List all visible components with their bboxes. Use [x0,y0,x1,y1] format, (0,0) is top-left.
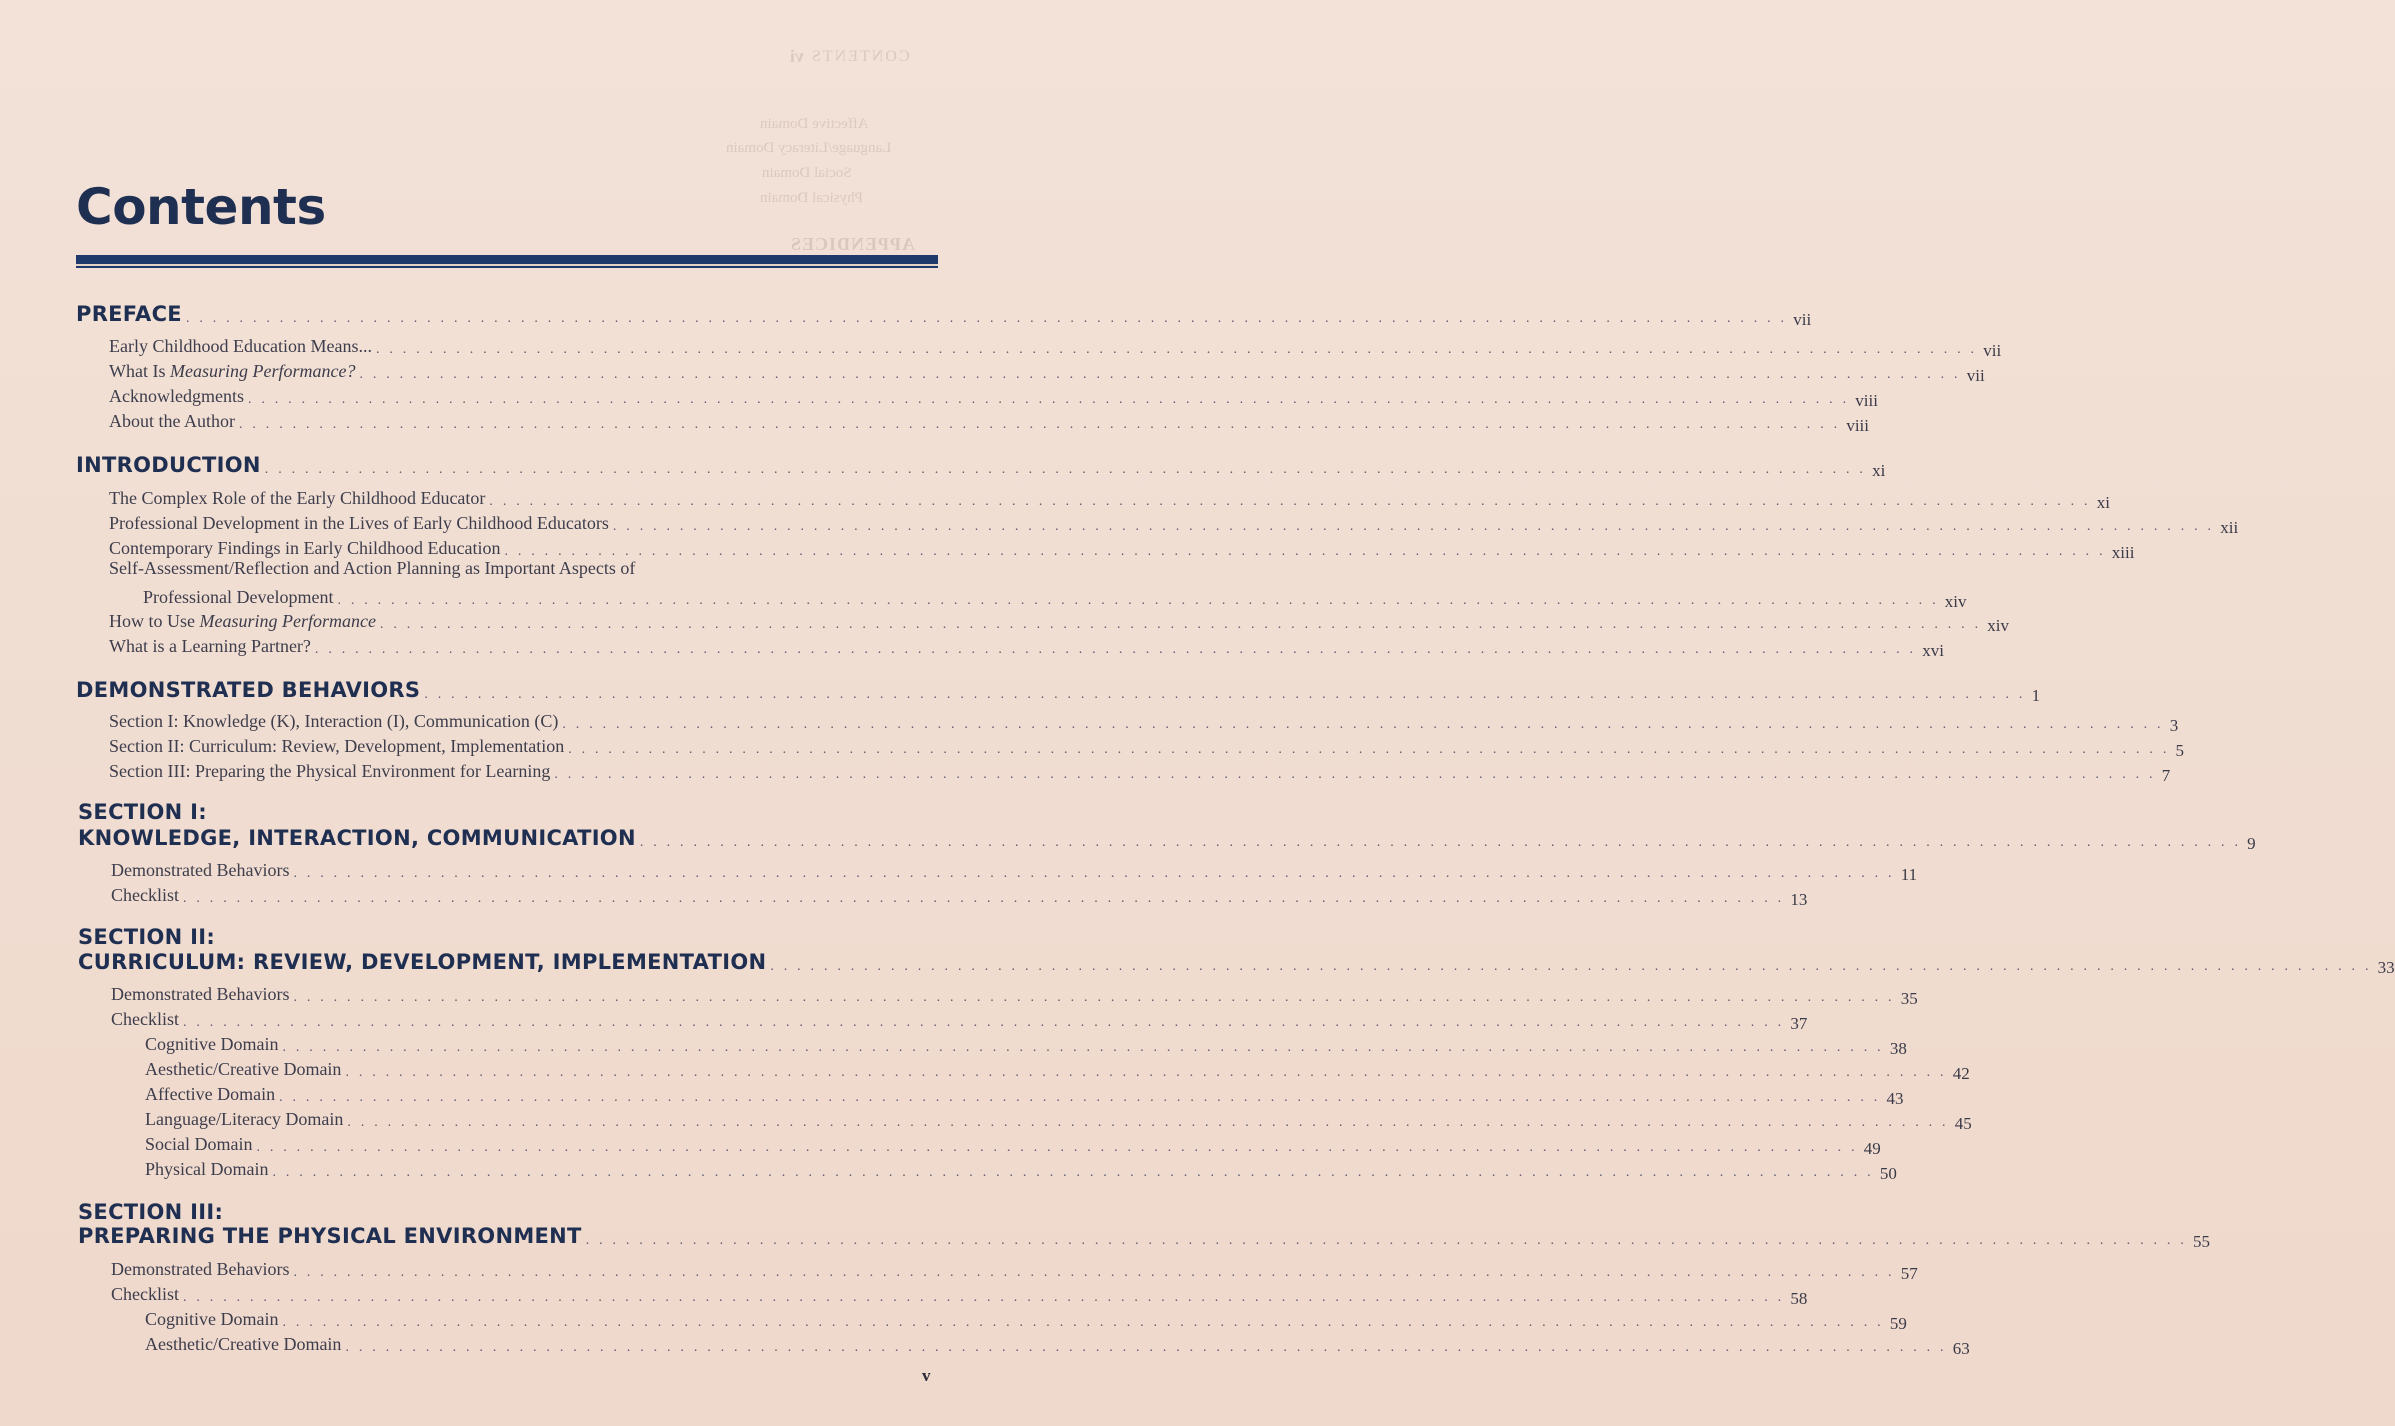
toc-page-number: 38 [1889,1039,1907,1058]
preface-heading [0,300,1812,329]
leader-dots: . . . . . . . . . . . . . . . . . . . . . . . . . . . . . . . . . . . . . . . . . . . . . . . . . . . . . . . . . . . . . . . . . . . . . . . . . . . . . . . . . . . . . . . . . . . . . . . . . . . . . . . . . . . . . . . . . . . . . . . . [770,959,2372,974]
toc-entry [0,1254,1918,1283]
introduction-heading [0,451,1886,480]
section-ii-label: SECTION II: [78,925,216,949]
toc-page-number: 37 [1790,1014,1808,1033]
toc-label: Social Domain [145,1134,253,1154]
leader-dots: . . . . . . . . . . . . . . . . . . . . . . . . . . . . . . . . . . . . . . . . . . . . . . . . . . . . . . . . . . . . . . . . . . . . . . . . . . . . . . . . . . . . . . . . . . . . . . . . . . . . . . . . . . . . . . . . . . . . . . . . [585,1233,2187,1248]
toc-subentry [0,1104,1972,1133]
ghost-line: Language/Literacy Domain [726,140,892,156]
toc-page-number: vii [1966,366,1985,385]
toc-page-number: xiii [2111,543,2135,562]
leader-dots: . . . . . . . . . . . . . . . . . . . . . . . . . . . . . . . . . . . . . . . . . . . . . . . . . . . . . . . . . . . . . . . . . . . . . . . . . . . . . . . . . . . . . . . . . . . . . . . . . . . . . . . . . . . . . . . . . . . . . . . . [379,617,1982,632]
leader-dots: . . . . . . . . . . . . . . . . . . . . . . . . . . . . . . . . . . . . . . . . . . . . . . . . . . . . . . . . . . . . . . . . . . . . . . . . . . . . . . . . . . . . . . . . . . . . . . . . . . . . . . . . . . . . . . . . . . . . . . . . [337,593,1939,608]
section-iii-heading [0,1222,2210,1251]
toc-label: INTRODUCTION [76,453,261,477]
toc-entry [0,381,1878,410]
toc-label: CURRICULUM: REVIEW, DEVELOPMENT, IMPLEMENTATION [78,950,767,974]
leader-dots: . . . . . . . . . . . . . . . . . . . . . . . . . . . . . . . . . . . . . . . . . . . . . . . . . . . . . . . . . . . . . . . . . . . . . . . . . . . . . . . . . . . . . . . . . . . . . . . . . . . . . . . . . . . . . . . . . . . . . . . . [345,1065,1947,1080]
leader-dots: . . . . . . . . . . . . . . . . . . . . . . . . . . . . . . . . . . . . . . . . . . . . . . . . . . . . . . . . . . . . . . . . . . . . . . . . . . . . . . . . . . . . . . . . . . . . . . . . . . . . . . . . . . . . . . . . . . . . . . . . [314,642,1917,657]
ghost-heading: APPENDICES [790,234,916,254]
toc-entry [0,533,2135,562]
toc-label: Contemporary Findings in Early Childhood Education [109,538,501,558]
page-number: v [922,1366,931,1385]
toc-entry [0,508,2239,537]
toc-page-number: 58 [1790,1289,1808,1308]
toc-page-number: xiv [1944,592,1967,611]
toc-entry [0,483,2110,512]
toc-page-number: 45 [1954,1114,1972,1133]
toc-page-number: 55 [2193,1232,2210,1251]
page-title: Contents [76,178,326,236]
toc-label: Language/Literacy Domain [145,1109,344,1129]
toc-entry [0,331,2002,360]
toc-entry [0,356,1985,385]
leader-dots: . . . . . . . . . . . . . . . . . . . . . . . . . . . . . . . . . . . . . . . . . . . . . . . . . . . . . . . . . . . . . . . . . . . . . . . . . . . . . . . . . . . . . . . . . . . . . . . . . . . . . . . . . . . . . . . . . . . . . . . . [272,1165,1874,1180]
ghost-page-header-word: CONTENTS [810,48,910,65]
toc-entry-line1: Self-Assessment/Reflection and Action Planning as Important Aspects of [109,558,636,578]
toc-page-number: xiv [1987,616,2010,635]
toc-page-number: vii [1983,341,2002,360]
toc-label: Early Childhood Education Means... [109,336,372,356]
section-ii-heading [0,948,2395,977]
toc-label: Affective Domain [145,1084,276,1104]
toc-page-number: viii [1855,391,1878,410]
toc-label: The Complex Role of the Early Childhood Educator [109,488,486,508]
leader-dots: . . . . . . . . . . . . . . . . . . . . . . . . . . . . . . . . . . . . . . . . . . . . . . . . . . . . . . . . . . . . . . . . . . . . . . . . . . . . . . . . . . . . . . . . . . . . . . . . . . . . . . . . . . . . . . . . . . . . . . . . [345,1340,1947,1355]
toc-label: DEMONSTRATED BEHAVIORS [76,678,421,702]
toc-label: Section I: Knowledge (K), Interaction (I), Communication (C) [109,711,559,731]
toc-page-number: 7 [2161,766,2171,785]
toc-label: Professional Development [143,587,334,607]
toc-page-number: 63 [1952,1339,1970,1358]
leader-dots: . . . . . . . . . . . . . . . . . . . . . . . . . . . . . . . . . . . . . . . . . . . . . . . . . . . . . . . . . . . . . . . . . . . . . . . . . . . . . . . . . . . . . . . . . . . . . . . . . . . . . . . . . . . . . . . . . . . . . . . . [282,1040,1884,1055]
toc-entry [0,631,1944,660]
leader-dots: . . . . . . . . . . . . . . . . . . . . . . . . . . . . . . . . . . . . . . . . . . . . . . . . . . . . . . . . . . . . . . . . . . . . . . . . . . . . . . . . . . . . . . . . . . . . . . . . . . . . . . . . . . . . . . . . . . . . . . . . [293,1265,1895,1280]
leader-dots: . . . . . . . . . . . . . . . . . . . . . . . . . . . . . . . . . . . . . . . . . . . . . . . . . . . . . . . . . . . . . . . . . . . . . . . . . . . . . . . . . . . . . . . . . . . . . . . . . . . . . . . . . . . . . . . . . . . . . . . . [359,367,1961,382]
leader-dots: . . . . . . . . . . . . . . . . . . . . . . . . . . . . . . . . . . . . . . . . . . . . . . . . . . . . . . . . . . . . . . . . . . . . . . . . . . . . . . . . . . . . . . . . . . . . . . . . . . . . . . . . . . . . . . . . . . . . . . . . [424,687,2026,702]
toc-page-number: 5 [2175,741,2185,760]
toc-subentry [0,1129,1881,1158]
leader-dots: . . . . . . . . . . . . . . . . . . . . . . . . . . . . . . . . . . . . . . . . . . . . . . . . . . . . . . . . . . . . . . . . . . . . . . . . . . . . . . . . . . . . . . . . . . . . . . . . . . . . . . . . . . . . . . . . . . . . . . . . [247,392,1850,407]
toc-label: Acknowledgments [109,386,244,406]
leader-dots: . . . . . . . . . . . . . . . . . . . . . . . . . . . . . . . . . . . . . . . . . . . . . . . . . . . . . . . . . . . . . . . . . . . . . . . . . . . . . . . . . . . . . . . . . . . . . . . . . . . . . . . . . . . . . . . . . . . . . . . . [347,1115,1949,1130]
toc-label: Demonstrated Behaviors [111,860,290,880]
toc-page-number: xii [2220,518,2239,537]
toc-page-number: xvi [1922,641,1944,660]
toc-page-number: 11 [1900,865,1918,884]
toc-entry [0,756,2171,785]
toc-label: PREFACE [76,302,182,326]
leader-dots: . . . . . . . . . . . . . . . . . . . . . . . . . . . . . . . . . . . . . . . . . . . . . . . . . . . . . . . . . . . . . . . . . . . . . . . . . . . . . . . . . . . . . . . . . . . . . . . . . . . . . . . . . . . . . . . . . . . . . . . . [568,742,2170,757]
toc-page-number: 35 [1900,989,1918,1008]
toc-entry [0,582,1967,611]
toc-subentry [0,1304,1907,1333]
leader-dots: . . . . . . . . . . . . . . . . . . . . . . . . . . . . . . . . . . . . . . . . . . . . . . . . . . . . . . . . . . . . . . . . . . . . . . . . . . . . . . . . . . . . . . . . . . . . . . . . . . . . . . . . . . . . . . . . . . . . . . . . [293,866,1895,881]
toc-entry [0,1004,1808,1033]
leader-dots: . . . . . . . . . . . . . . . . . . . . . . . . . . . . . . . . . . . . . . . . . . . . . . . . . . . . . . . . . . . . . . . . . . . . . . . . . . . . . . . . . . . . . . . . . . . . . . . . . . . . . . . . . . . . . . . . . . . . . . . . [554,767,2156,782]
toc-label: About the Author [109,411,235,431]
leader-dots: . . . . . . . . . . . . . . . . . . . . . . . . . . . . . . . . . . . . . . . . . . . . . . . . . . . . . . . . . . . . . . . . . . . . . . . . . . . . . . . . . . . . . . . . . . . . . . . . . . . . . . . . . . . . . . . . . . . . . . . . [489,494,2091,509]
toc-label: PREPARING THE PHYSICAL ENVIRONMENT [78,1224,582,1248]
toc-page-number: 13 [1790,890,1808,909]
toc-label: KNOWLEDGE, INTERACTION, COMMUNICATION [78,826,636,850]
toc-page-number: 57 [1900,1264,1918,1283]
leader-dots: . . . . . . . . . . . . . . . . . . . . . . . . . . . . . . . . . . . . . . . . . . . . . . . . . . . . . . . . . . . . . . . . . . . . . . . . . . . . . . . . . . . . . . . . . . . . . . . . . . . . . . . . . . . . . . . . . . . . . . . . [183,1290,1785,1305]
toc-label: How to Use Measuring Performance [109,611,376,631]
toc-page-number: 50 [1879,1164,1897,1183]
toc-page-number: viii [1846,416,1869,435]
toc-label: Checklist [111,885,179,905]
toc-subentry [0,1079,1904,1108]
toc-label: Cognitive Domain [145,1034,279,1054]
toc-entry [0,731,2185,760]
toc-subentry [0,1154,1897,1183]
toc-page-number: vii [1793,310,1812,329]
section-i-label: SECTION I: [78,800,207,824]
ghost-line: Physical Domain [760,190,863,206]
toc-entry [0,406,1869,435]
ghost-page-header: vi [790,46,805,66]
toc-page-number: 43 [1886,1089,1904,1108]
section-i-heading [0,824,2256,853]
toc-page-number: 42 [1952,1064,1970,1083]
toc-label: What is a Learning Partner? [109,636,311,656]
toc-page-number: 1 [2031,686,2041,705]
toc-label: What Is Measuring Performance? [109,361,356,381]
ghost-line: Social Domain [762,165,852,181]
toc-entry [0,855,1918,884]
demonstrated-behaviors-heading [0,676,2041,705]
toc-entry [0,979,1918,1008]
toc-label: Cognitive Domain [145,1309,279,1329]
leader-dots: . . . . . . . . . . . . . . . . . . . . . . . . . . . . . . . . . . . . . . . . . . . . . . . . . . . . . . . . . . . . . . . . . . . . . . . . . . . . . . . . . . . . . . . . . . . . . . . . . . . . . . . . . . . . . . . . . . . . . . . . [562,717,2164,732]
toc-label: Aesthetic/Creative Domain [145,1059,342,1079]
toc-page-number: 59 [1889,1314,1907,1333]
section-iii-label: SECTION III: [78,1200,224,1224]
toc-entry [0,1279,1808,1308]
toc-subentry [0,1329,1970,1358]
toc-label: Checklist [111,1284,179,1304]
toc-page-number: xi [2096,493,2110,512]
leader-dots: . . . . . . . . . . . . . . . . . . . . . . . . . . . . . . . . . . . . . . . . . . . . . . . . . . . . . . . . . . . . . . . . . . . . . . . . . . . . . . . . . . . . . . . . . . . . . . . . . . . . . . . . . . . . . . . . . . . . . . . . [612,519,2215,534]
toc-entry [0,706,2179,735]
toc-subentry [0,1054,1970,1083]
toc-page-number: xi [1872,461,1886,480]
leader-dots: . . . . . . . . . . . . . . . . . . . . . . . . . . . . . . . . . . . . . . . . . . . . . . . . . . . . . . . . . . . . . . . . . . . . . . . . . . . . . . . . . . . . . . . . . . . . . . . . . . . . . . . . . . . . . . . . . . . . . . . . [375,342,1978,357]
toc-page-number: 33 [2377,958,2395,977]
toc-label: Section II: Curriculum: Review, Development, Implementation [109,736,565,756]
toc-label: Demonstrated Behaviors [111,1259,290,1279]
toc-label: Aesthetic/Creative Domain [145,1334,342,1354]
toc-entry [0,880,1808,909]
leader-dots: . . . . . . . . . . . . . . . . . . . . . . . . . . . . . . . . . . . . . . . . . . . . . . . . . . . . . . . . . . . . . . . . . . . . . . . . . . . . . . . . . . . . . . . . . . . . . . . . . . . . . . . . . . . . . . . . . . . . . . . . [639,835,2242,850]
leader-dots: . . . . . . . . . . . . . . . . . . . . . . . . . . . . . . . . . . . . . . . . . . . . . . . . . . . . . . . . . . . . . . . . . . . . . . . . . . . . . . . . . . . . . . . . . . . . . . . . . . . . . . . . . . . . . . . . . . . . . . . . [504,544,2106,559]
toc-label: Section III: Preparing the Physical Environment for Learning [109,761,551,781]
leader-dots: . . . . . . . . . . . . . . . . . . . . . . . . . . . . . . . . . . . . . . . . . . . . . . . . . . . . . . . . . . . . . . . . . . . . . . . . . . . . . . . . . . . . . . . . . . . . . . . . . . . . . . . . . . . . . . . . . . . . . . . . [183,891,1785,906]
toc-page-number: 3 [2169,716,2179,735]
toc-subentry [0,1029,1907,1058]
leader-dots: . . . . . . . . . . . . . . . . . . . . . . . . . . . . . . . . . . . . . . . . . . . . . . . . . . . . . . . . . . . . . . . . . . . . . . . . . . . . . . . . . . . . . . . . . . . . . . . . . . . . . . . . . . . . . . . . . . . . . . . . [239,417,1841,432]
leader-dots: . . . . . . . . . . . . . . . . . . . . . . . . . . . . . . . . . . . . . . . . . . . . . . . . . . . . . . . . . . . . . . . . . . . . . . . . . . . . . . . . . . . . . . . . . . . . . . . . . . . . . . . . . . . . . . . . . . . . . . . . [282,1315,1884,1330]
ghost-line: Affective Domain [760,116,869,132]
toc-page-number: 49 [1863,1139,1881,1158]
leader-dots: . . . . . . . . . . . . . . . . . . . . . . . . . . . . . . . . . . . . . . . . . . . . . . . . . . . . . . . . . . . . . . . . . . . . . . . . . . . . . . . . . . . . . . . . . . . . . . . . . . . . . . . . . . . . . . . . . . . . . . . . [279,1090,1881,1105]
leader-dots: . . . . . . . . . . . . . . . . . . . . . . . . . . . . . . . . . . . . . . . . . . . . . . . . . . . . . . . . . . . . . . . . . . . . . . . . . . . . . . . . . . . . . . . . . . . . . . . . . . . . . . . . . . . . . . . . . . . . . . . . [264,462,1867,477]
toc-label: Demonstrated Behaviors [111,984,290,1004]
toc-label: Physical Domain [145,1159,269,1179]
toc-entry [0,606,2010,635]
leader-dots: . . . . . . . . . . . . . . . . . . . . . . . . . . . . . . . . . . . . . . . . . . . . . . . . . . . . . . . . . . . . . . . . . . . . . . . . . . . . . . . . . . . . . . . . . . . . . . . . . . . . . . . . . . . . . . . . . . . . . . . . [185,311,1788,326]
leader-dots: . . . . . . . . . . . . . . . . . . . . . . . . . . . . . . . . . . . . . . . . . . . . . . . . . . . . . . . . . . . . . . . . . . . . . . . . . . . . . . . . . . . . . . . . . . . . . . . . . . . . . . . . . . . . . . . . . . . . . . . . [256,1140,1858,1155]
toc-label: Professional Development in the Lives of Early Childhood Educators [109,513,609,533]
toc-page-number: 9 [2247,834,2256,853]
leader-dots: . . . . . . . . . . . . . . . . . . . . . . . . . . . . . . . . . . . . . . . . . . . . . . . . . . . . . . . . . . . . . . . . . . . . . . . . . . . . . . . . . . . . . . . . . . . . . . . . . . . . . . . . . . . . . . . . . . . . . . . . [183,1015,1785,1030]
toc-label: Checklist [111,1009,179,1029]
leader-dots: . . . . . . . . . . . . . . . . . . . . . . . . . . . . . . . . . . . . . . . . . . . . . . . . . . . . . . . . . . . . . . . . . . . . . . . . . . . . . . . . . . . . . . . . . . . . . . . . . . . . . . . . . . . . . . . . . . . . . . . . [293,990,1895,1005]
